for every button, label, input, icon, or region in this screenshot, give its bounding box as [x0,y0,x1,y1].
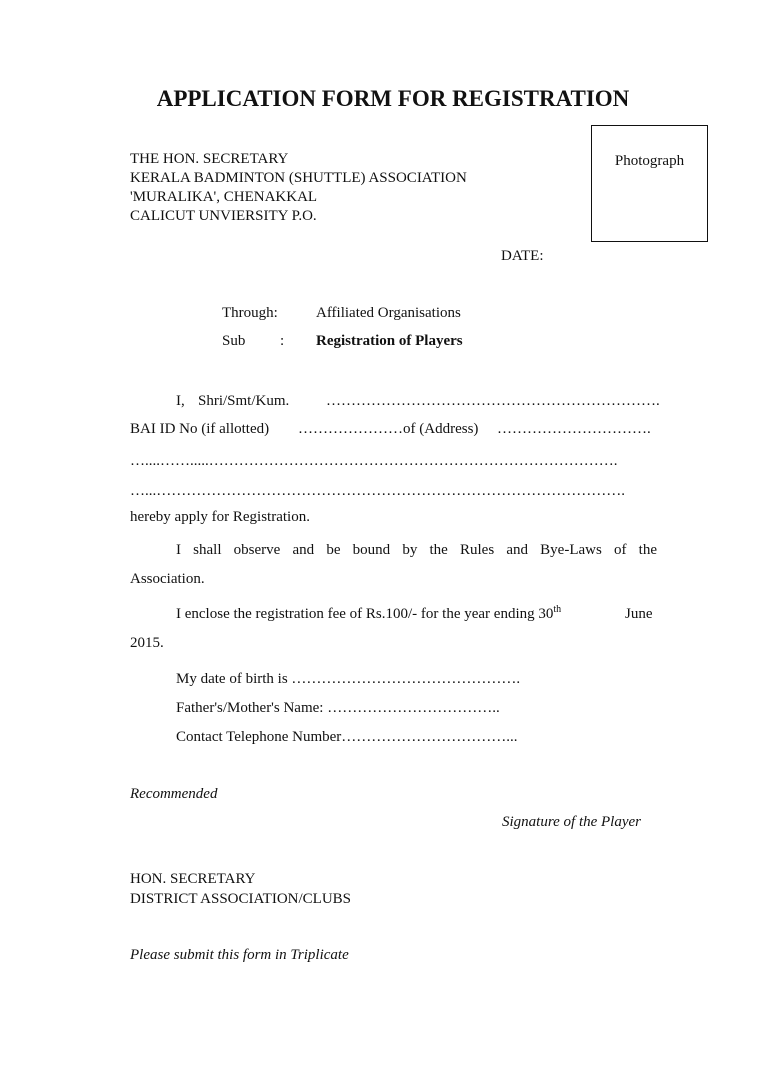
fee-statement [176,605,561,623]
applicant-name-blank: …………………………………………………………. [326,393,660,409]
player-signature-label: Signature of the Player [502,814,641,830]
parent-name-field: Father's/Mother's Name: …………………………….. [176,700,500,716]
applicant-prefix: I, [176,393,185,409]
date-label: DATE: [501,248,544,264]
fee-statement-superscript: th [553,604,562,615]
bai-id-blank-address-label: …………………of (Address) [298,421,479,437]
rules-statement-line-1: I shall observe and be bound by the Rules and Bye-Laws of the [176,542,657,558]
photograph-box [591,125,708,242]
address-line-4: CALICUT UNVIERSITY P.O. [130,208,317,224]
district-secretary-title: HON. SECRETARY [130,871,256,887]
triplicate-note: Please submit this form in Triplicate [130,947,349,963]
address-blank-1: …………………………. [497,421,651,437]
subject-value: Registration of Players [316,333,463,349]
address-line-2: KERALA BADMINTON (SHUTTLE) ASSOCIATION [130,170,467,186]
address-blank-2: …....…….....………………………………………………………………………. [130,453,618,469]
through-value: Affiliated Organisations [316,305,461,321]
applicant-title: Shri/Smt/Kum. [198,393,290,409]
fee-statement-month: June [625,606,653,622]
photograph-label: Photograph [614,153,685,169]
subject-label: Sub [222,333,246,349]
fee-statement-text: I enclose the registration fee of Rs.100/- for the year ending 30 [176,606,554,622]
fee-statement-year: 2015. [130,635,164,651]
telephone-field: Contact Telephone Number……………………………... [176,729,518,745]
address-blank-3: …...…………………………………………………………………………………. [130,483,625,499]
form-title: APPLICATION FORM FOR REGISTRATION [156,86,630,111]
address-line-3: 'MURALIKA', CHENAKKAL [130,189,318,205]
rules-statement-line-2: Association. [130,571,205,587]
through-label: Through: [222,305,278,321]
district-association-title: DISTRICT ASSOCIATION/CLUBS [130,891,352,907]
subject-colon: : [280,333,285,349]
recommended-label: Recommended [130,786,218,802]
bai-id-label: BAI ID No (if allotted) [130,421,270,437]
apply-statement: hereby apply for Registration. [130,509,310,525]
date-of-birth-field: My date of birth is ………………………………………. [176,671,521,687]
address-line-1: THE HON. SECRETARY [130,151,289,167]
